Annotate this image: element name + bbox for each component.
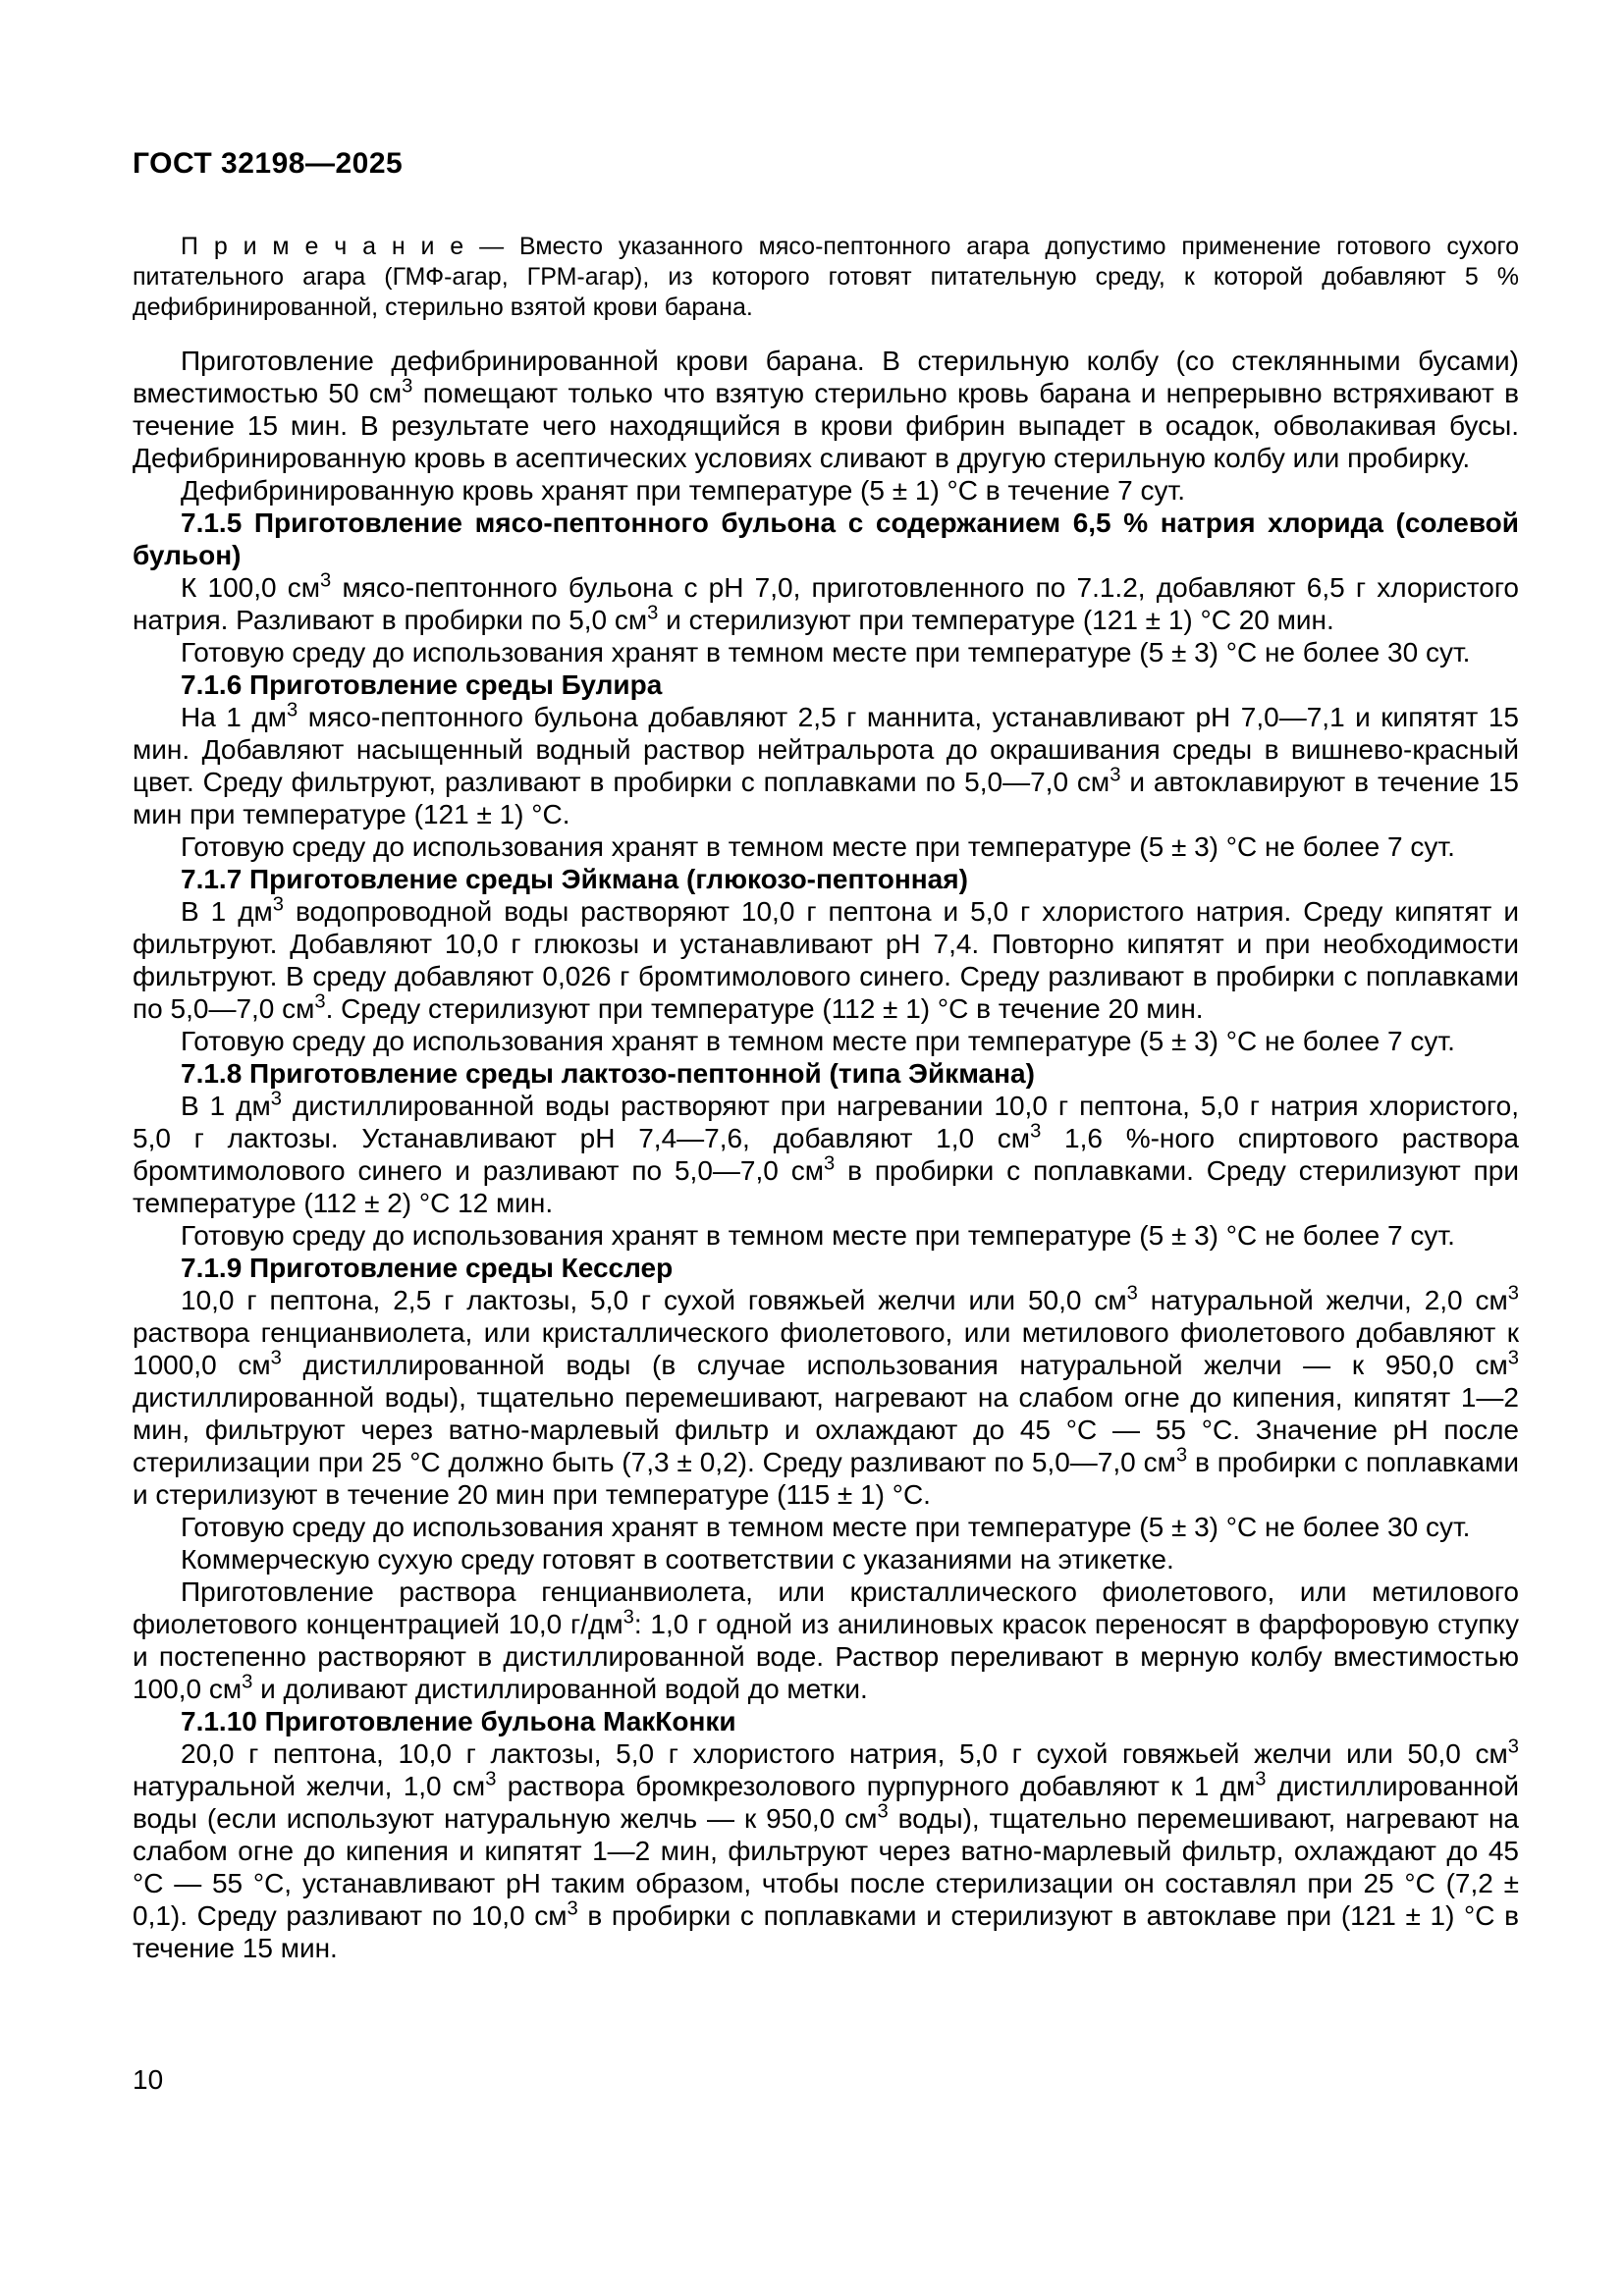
paragraph: Готовую среду до использования хранят в темном месте при температуре (5 ± 3) °С не более 30 сут. (181, 1512, 1471, 1542)
section-heading-7-1-7: 7.1.7 Приготовление среды Эйкмана (глюкозо-пептонная) (181, 864, 968, 894)
section-heading-7-1-8: 7.1.8 Приготовление среды лактозо-пептонной (типа Эйкмана) (181, 1058, 1035, 1089)
paragraph: Готовую среду до использования хранят в темном месте при температуре (5 ± 3) °С не более 7 сут. (181, 1026, 1455, 1056)
section-heading-7-1-9: 7.1.9 Приготовление среды Кесслер (181, 1253, 674, 1283)
paragraph: В 1 $дм^3$ водопроводной воды растворяют 10,0 г пептона и 5,0 г хлористого натрия. Среду кипятят и фильтруют. Добавляют 10,0 г глюкозы и устанавливают рН 7,4. Повторно кипятят и при необходимости фильтруют. В среду добавляют 0,026 г бромтимолового синего. Среду разливают в пробирки с поплавками по 5,0—7,0 $см^3$. Среду стерилизуют при температуре (112 ± 1) °С в течение 20 мин. (133, 893, 1519, 1024)
paragraph: Коммерческую сухую среду готовят в соответствии с указаниями на этикетке. (181, 1544, 1174, 1575)
section-heading-7-1-5: 7.1.5 Приготовление мясо-пептонного бульона с содержанием 6,5 % натрия хлорида (солевой бульон) (133, 507, 1519, 570)
paragraph: На 1 $дм^3$ мясо-пептонного бульона добавляют 2,5 г маннита, устанавливают рН 7,0—7,1 и кипятят 15 мин. Добавляют насыщенный водный раствор нейтральрота до окрашивания среды в вишнево-красный цвет. Среду фильтруют, разливают в пробирки с поплавками по 5,0—7,0 $см^3$ и автоклавируют в течение 15 мин при температуре (121 ± 1) °С. (133, 699, 1519, 829)
paragraph: 20,0 г пептона, 10,0 г лактозы, 5,0 г хлористого натрия, 5,0 г сухой говяжьей желчи или 50,0 $см^3$ натуральной желчи, 1,0 $см^3$ раствора бромкрезолового пурпурного добавляют к 1 $дм^3$ дистиллированной воды (если используют натуральную желчь — к 950,0 $см^3$ воды), тщательно перемешивают, нагревают на слабом огне до кипения и кипятят 1—2 мин, фильтруют через ватно-марлевый фильтр, охлаждают до 45 °С — 55 °С, устанавливают рН таким образом, чтобы после стерилизации он составлял при 25 °С (7,2 ± 0,1). Среду разливают по 10,0 $см^3$ в пробирки с поплавками и стерилизуют в автоклаве при (121 ± 1) °С в течение 15 мин. (133, 1735, 1519, 1963)
section-heading-7-1-10: 7.1.10 Приготовление бульона МакКонки (181, 1706, 736, 1736)
note-paragraph: П р и м е ч а н и е — Вместо указанного мясо-пептонного агара допустимо применение готового сухого питательного агара (ГМФ-агар, ГРМ-агар), из которого готовят питательную среду, к которой добавляют 5 % дефибринированной, стерильно взятой крови барана. (133, 233, 1519, 321)
paragraph: Приготовление раствора генцианвиолета, или кристаллического фиолетового, или метилового фиолетового концентрацией 10,0 $г/дм^3$: 1,0 г одной из анилиновых красок переносят в фарфоровую ступку и постепенно растворяют в дистиллированной воде. Раствор переливают в мерную колбу вместимостью 100,0 $см^3$ и доливают дистиллированной водой до метки. (133, 1576, 1519, 1704)
paragraph: К 100,0 $см^3$ мясо-пептонного бульона с рН 7,0, приготовленного по 7.1.2, добавляют 6,5 г хлористого натрия. Разливают в пробирки по 5,0 $см^3$ и стерилизуют при температуре (121 ± 1) °С 20 мин. (133, 569, 1519, 635)
paragraph: 10,0 г пептона, 2,5 г лактозы, 5,0 г сухой говяжьей желчи или 50,0 $см^3$ натуральной желчи, 2,0 $см^3$ раствора генцианвиолета, или кристаллического фиолетового, или метилового фиолетового добавляют к 1000,0 $см^3$ дистиллированной воды (в случае использования натуральной желчи — к 950,0 $см^3$ дистиллированной воды), тщательно перемешивают, нагревают на слабом огне до кипения, кипятят 1—2 мин, фильтруют через ватно-марлевый фильтр и охлаждают до 45 °С — 55 °С. Значение рН после стерилизации при 25 °С должно быть (7,3 ± 0,2). Среду разливают по 5,0—7,0 $см^3$ в пробирки с поплавками и стерилизуют в течение 20 мин при температуре (115 ± 1) °С. (133, 1282, 1520, 1510)
paragraph: Приготовление дефибринированной крови барана. В стерильную колбу (со стеклянными бусами) вместимостью 50 $см^3$ помещают только что взятую стерильно кровь барана и непрерывно встряхивают в течение 15 мин. В результате чего находящийся в крови фибрин выпадет в осадок, обволакивая бусы. Дефибринированную кровь в асептических условиях сливают в другую стерильную колбу или пробирку. (133, 346, 1519, 473)
paragraph: Готовую среду до использования хранят в темном месте при температуре (5 ± 3) °С не более 30 сут. (181, 637, 1471, 667)
paragraph: В 1 $дм^3$ дистиллированной воды растворяют при нагревании 10,0 г пептона, 5,0 г натрия хлористого, 5,0 г лактозы. Устанавливают рН 7,4—7,6, добавляют 1,0 $см^3$ 1,6 %-ного спиртового раствора бромтимолового синего и разливают по 5,0—7,0 $см^3$ в пробирки с поплавками. Среду стерилизуют при температуре (112 ± 2) °С 12 мин. (133, 1088, 1519, 1218)
page-content (133, 147, 1519, 1964)
paragraph: Дефибринированную кровь хранят при температуре (5 ± 1) °С в течение 7 сут. (181, 475, 1186, 506)
paragraph: Готовую среду до использования хранят в темном месте при температуре (5 ± 3) °С не более 7 сут. (181, 831, 1455, 862)
page-number: 10 (133, 2064, 164, 2095)
paragraph: Готовую среду до использования хранят в темном месте при температуре (5 ± 3) °С не более 7 сут. (181, 1220, 1455, 1251)
section-heading-7-1-6: 7.1.6 Приготовление среды Булира (181, 669, 663, 700)
document-title: ГОСТ 32198—2025 (133, 147, 404, 180)
